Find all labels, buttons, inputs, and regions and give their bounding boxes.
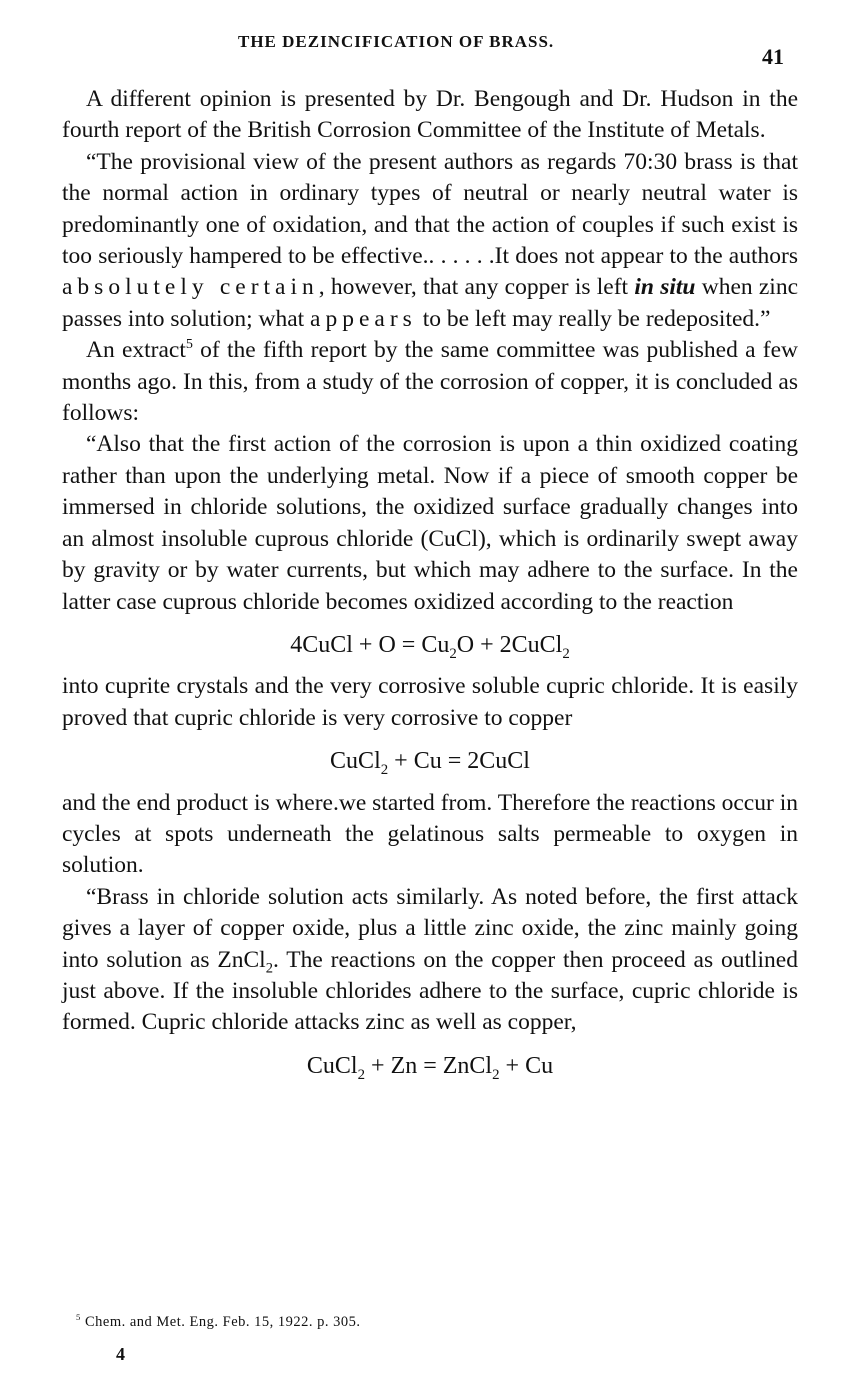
eq-subscript: 2: [449, 645, 457, 662]
paragraph-quote-fourth-report: [62, 147, 798, 335]
eq-part: 4CuCl + O = Cu: [290, 631, 450, 658]
text-run: when zinc passes into solution; what: [62, 274, 799, 332]
equation-cuprous-oxidation: [62, 630, 798, 661]
signature-mark: 4: [116, 1344, 125, 1364]
eq-subscript: 2: [380, 761, 389, 778]
eq-subscript: 2: [562, 645, 570, 662]
footnote-marker: 5: [76, 1312, 81, 1323]
subscript: 2: [265, 960, 273, 977]
eq-part: + Zn = ZnCl: [365, 1052, 493, 1079]
text-run: . The reactions on the copper then proceed as outlined just above. If the insoluble chlorides adhere to the surface, cupric chloride is formed. Cupric chloride attacks zinc as well as copper,: [62, 946, 798, 1036]
footnote-text: Chem. and Met. Eng. Feb. 15, 1922. p. 305.: [84, 1314, 361, 1330]
text-run: to be left may really be redeposited.”: [416, 305, 771, 332]
body-text: [62, 84, 798, 1092]
page-number: 41: [762, 44, 784, 69]
equation-cupric-copper: [62, 746, 798, 777]
text-run: “The provisional view of the present authors as regards 70:30 brass is that the normal action in ordinary types of neutral or nearly neutral water is predominantly one of oxidation, and that the action of couples if such exist is too seriously hampered to be effective.. . . . . .It does not appear to the authors: [62, 148, 798, 270]
equation-cupric-zinc: [62, 1051, 798, 1082]
eq-part: CuCl: [306, 1052, 358, 1079]
paragraph: [62, 335, 798, 429]
eq-part: + Cu: [499, 1052, 554, 1079]
text-run: “Brass in chloride solution acts similarly. As noted before, the first attack gives a layer of copper oxide, plus a little zinc oxide, the zinc mainly going into solution as ZnCl: [62, 883, 798, 973]
running-title: THE DEZINCIFICATION OF BRASS.: [238, 32, 555, 51]
eq-part: + Cu = 2CuCl: [388, 748, 530, 775]
paragraph: A different opinion is presented by Dr. Bengough and Dr. Hudson in the fourth report of the British Corrosion Committee of the Institute of Metals.: [62, 86, 798, 144]
text-run: An extract: [86, 337, 186, 364]
eq-part: O + 2CuCl: [456, 631, 563, 658]
paragraph-quote-fifth-report: “Also that the first action of the corrosion is upon a thin oxidized coating rather than upon the underlying metal. Now if a piece of smooth copper be immersed in chloride solutions, the oxidized surface gradually changes into an almost insoluble cuprous chloride (CuCl), which is ordinarily swept away by gravity or by water currents, but which may adhere to the surface. In the latter case cuprous chloride becomes oxidized according to the reaction: [62, 431, 798, 615]
paragraph: into cuprite crystals and the very corrosive soluble cupric chloride. It is easily proved that cupric chloride is very corrosive to copper: [62, 673, 798, 731]
eq-subscript: 2: [492, 1066, 500, 1083]
emphasis-italic: in situ: [634, 274, 696, 301]
eq-subscript: 2: [357, 1066, 366, 1083]
page-header: [0, 30, 860, 69]
footnote: [76, 1314, 361, 1331]
emphasis-spaced: absolutely certain: [62, 274, 319, 301]
text-run: of the fifth report by the same committee was published a few months ago. In this, from a study of the corrosion of copper, it is concluded as follows:: [62, 337, 798, 427]
emphasis-spaced: appears: [310, 305, 417, 332]
footnote-reference: 5: [185, 336, 193, 353]
eq-part: CuCl: [330, 748, 381, 775]
text-run: , however, that any copper is left: [318, 274, 635, 301]
paragraph-brass-chloride: [62, 882, 798, 1039]
paragraph: and the end product is where.we started from. Therefore the reactions occur in cycles at spots underneath the gelatinous salts permeable to oxygen in solution.: [62, 789, 798, 879]
